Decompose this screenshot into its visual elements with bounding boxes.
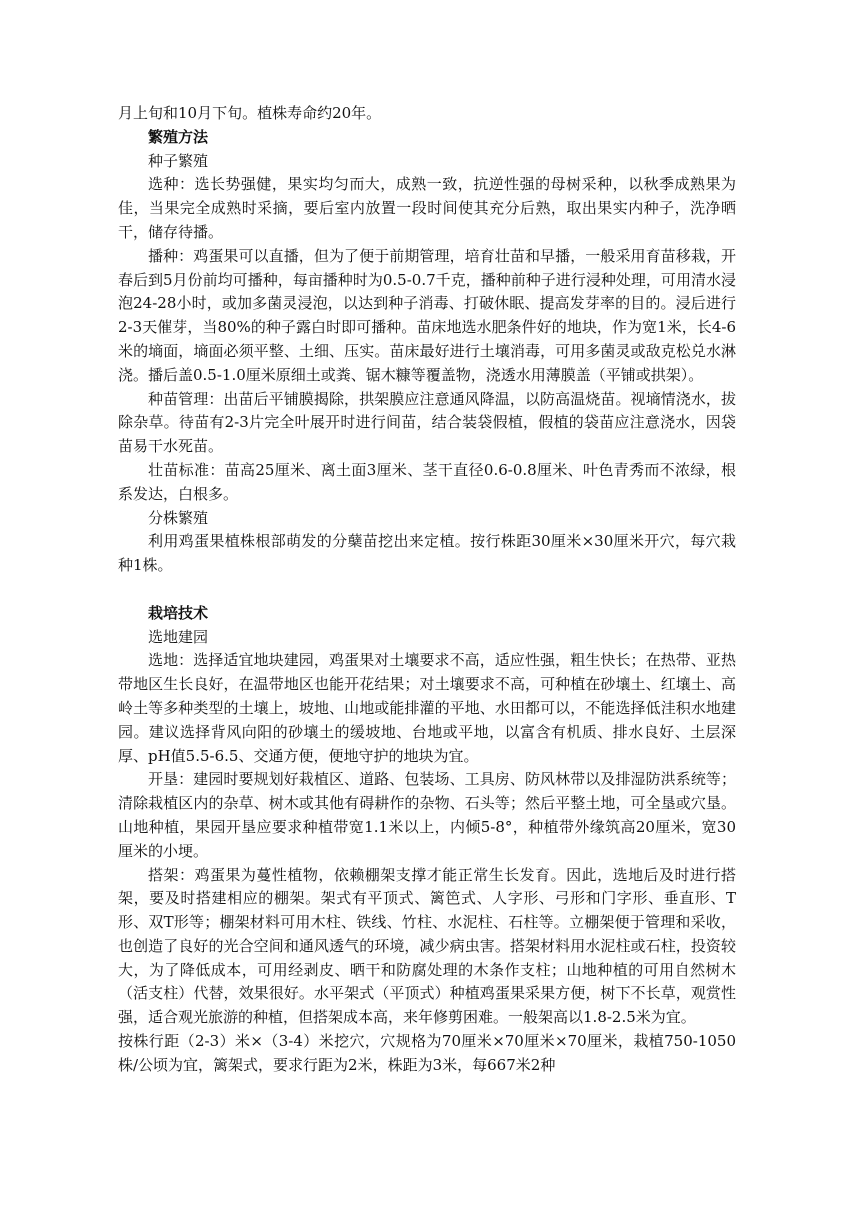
seedling-management-paragraph: 种苗管理：出苗后平铺膜揭除，拱架膜应注意通风降温，以防高温烧苗。视墒情浇水，拔除杂草。待苗有2-3片完全叶展开时进行间苗，结合装袋假植，假植的袋苗应注意浇水，因袋苗易干水死苗。 bbox=[118, 389, 736, 456]
document-page bbox=[118, 102, 736, 1078]
propagation-heading: 繁殖方法 bbox=[148, 127, 209, 146]
site-selection-paragraph: 选地：选择适宜地块建园，鸡蛋果对土壤要求不高，适应性强，粗生快长；在热带、亚热带地区生长良好，在温带地区也能开花结果；对土壤要求不高，可种植在砂壤土、红壤土、高岭土等多种类型的土壤上，坡地、山地或能排灌的平地、水田都可以，不能选择低洼积水地建园。建议选择背风向阳的砂壤土的缓坡地、台地或平地，以富含有机质、排水良好、土层深厚、pH值5.5-6.5、交通方便，便地守护的地块为宜。 bbox=[118, 651, 736, 765]
planting-paragraph: 按株行距（2-3）米×（3-4）米挖穴，穴规格为70厘米×70厘米×70厘米，栽植750-1050株/公顷为宜，篱架式，要求行距为2米，株距为3米，每667米2种 bbox=[118, 1032, 736, 1074]
site-selection-subheading: 选地建园 bbox=[148, 627, 209, 646]
sowing-paragraph: 播种：鸡蛋果可以直播，但为了便于前期管理，培育壮苗和早播，一般采用育苗移栽，开春后到5月份前均可播种，每亩播种时为0.5-0.7千克，播种前种子进行浸种处理，可用清水浸泡24-28小时，或加多菌灵浸泡，以达到种子消毒、打破休眠、提高发芽率的目的。浸后进行2-3天催芽，当80%的种子露白时即可播种。苗床地选水肥条件好的地块，作为宽1米，长4-6米的墒面，墒面必须平整、土细、压实。苗床最好进行土壤消毒，可用多菌灵或敌克松兑水淋浇。播后盖0.5-1.0厘米原细土或粪、锯木糠等覆盖物，浇透水用薄膜盖（平铺或拱架）。 bbox=[118, 246, 736, 384]
division-paragraph: 利用鸡蛋果植株根部萌发的分蘖苗挖出来定植。按行株距30厘米×30厘米开穴，每穴栽种1株。 bbox=[118, 532, 736, 575]
seed-propagation-subheading: 种子繁殖 bbox=[148, 151, 209, 170]
seedling-standard-paragraph: 壮苗标准：苗高25厘米、离土面3厘米、茎干直径0.6-0.8厘米、叶色青秀而不浓绿，根系发达，白根多。 bbox=[118, 460, 736, 503]
intro-tail-paragraph: 月上旬和10月下旬。植株寿命约20年。 bbox=[118, 104, 382, 122]
division-propagation-subheading: 分株繁殖 bbox=[148, 508, 209, 527]
section-spacer bbox=[118, 578, 736, 602]
land-clearing-paragraph: 开垦：建园时要规划好栽植区、道路、包装场、工具房、防风林带以及排湿防洪系统等；清除栽植区内的杂草、树木或其他有碍耕作的杂物、石头等；然后平整土地，可全垦或穴垦。山地种植，果园开垦应要求种植带宽1.1米以上，内倾5-8°，种植带外缘筑高20厘米，宽30厘米的小埂。 bbox=[118, 770, 736, 860]
trellis-paragraph: 搭架：鸡蛋果为蔓性植物，依赖棚架支撑才能正常生长发育。因此，选地后及时进行搭架，要及时搭建相应的棚架。架式有平顶式、篱笆式、人字形、弓形和门字形、垂直形、T形、双T形等；棚架材料可用木柱、铁线、竹柱、水泥柱、石柱等。立棚架便于管理和采收，也创造了良好的光合空间和通风透气的环境，减少病虫害。搭架材料用水泥柱或石柱，投资较大，为了降低成本，可用经剥皮、晒干和防腐处理的木条作支柱；山地种植的可用自然树木（活支柱）代替，效果很好。水平架式（平顶式）种植鸡蛋果采果方便，树下不长草，观赏性强，适合观光旅游的种植，但搭架成本高，来年修剪困难。一般架高以1.8-2.5米为宜。 bbox=[118, 865, 736, 1027]
cultivation-heading: 栽培技术 bbox=[148, 603, 209, 622]
seed-selection-paragraph: 选种：选长势强健，果实均匀而大，成熟一致，抗逆性强的母树采种，以秋季成熟果为佳，当果完全成熟时采摘，要后室内放置一段时间使其充分后熟，取出果实内种子，洗净晒干，储存待播。 bbox=[118, 175, 736, 241]
